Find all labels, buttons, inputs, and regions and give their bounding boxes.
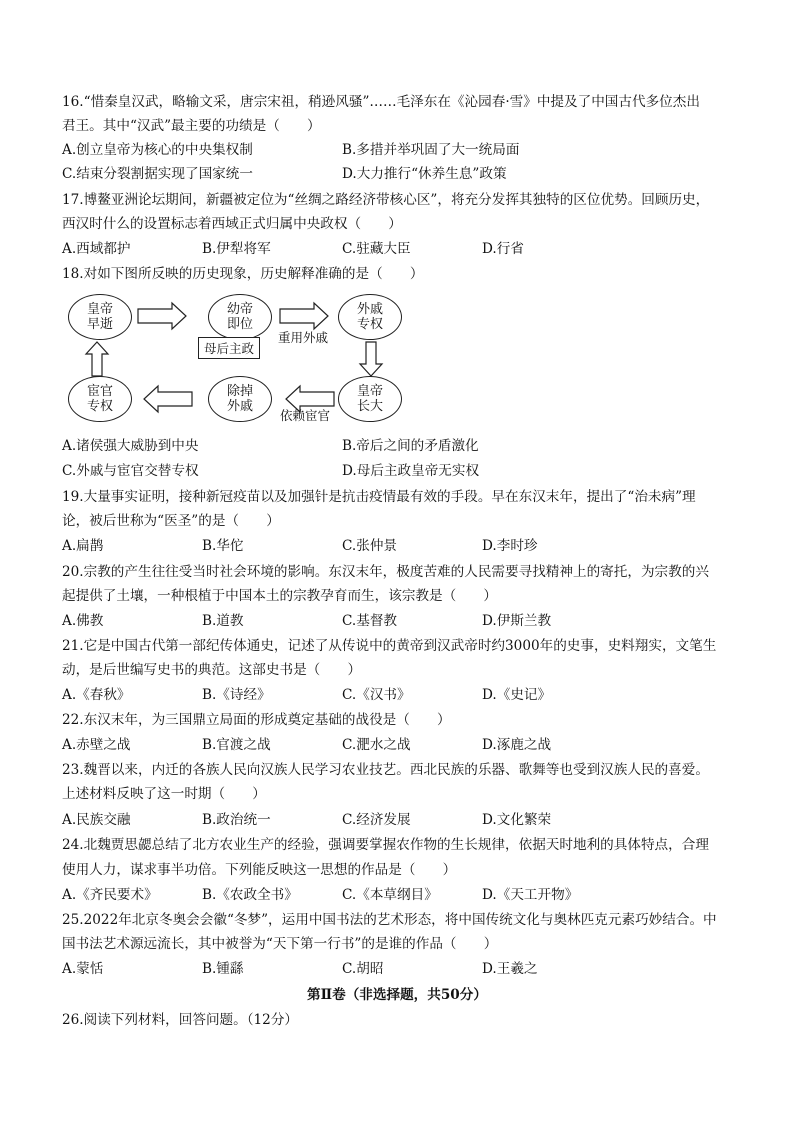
node5-line2: 外戚 [226, 399, 253, 414]
q20-option-c[interactable]: C.基督教 [342, 613, 398, 629]
q18-options-row2 [62, 461, 742, 483]
q17-stem-line1: 17.博鳌亚洲论坛期间，新疆被定位为“丝绸之路经济带核心区”，将充分发挥其独特的区位优势。回顾历史， [62, 192, 710, 208]
q22-option-b[interactable]: B.官渡之战 [202, 737, 271, 753]
arrow-6-to-1 [86, 342, 108, 376]
q24-option-b[interactable]: B.《农政全书》 [202, 887, 298, 903]
q24-option-c[interactable]: C.《本草纲目》 [342, 887, 438, 903]
node-child-emperor [208, 294, 272, 340]
q25-option-a[interactable]: A.蒙恬 [62, 961, 104, 977]
arrow-1-to-2 [138, 303, 186, 329]
q17-options [62, 239, 742, 261]
q18-option-b[interactable]: B.帝后之间的矛盾激化 [342, 438, 479, 454]
node1-line1: 皇帝 [86, 302, 113, 317]
node2-line1: 幼帝 [226, 302, 253, 317]
arrow-5-to-6 [144, 386, 192, 412]
node2-line2: 即位 [226, 317, 253, 332]
q25-options [62, 959, 742, 981]
q23-option-a[interactable]: A.民族交融 [62, 812, 131, 828]
q21-option-d[interactable]: D.《史记》 [482, 687, 552, 703]
node-emperor-grown [338, 376, 402, 422]
q20-option-b[interactable]: B.道教 [202, 613, 244, 629]
q22-option-a[interactable]: A.赤壁之战 [62, 737, 131, 753]
q20-options [62, 611, 742, 633]
q24-stem-line2: 使用人力，谋求事半功倍。下列能反映这一思想的作品是（ ） [62, 862, 457, 878]
q25-option-c[interactable]: C.胡昭 [342, 961, 384, 977]
q17-option-d[interactable]: D.行省 [482, 241, 524, 257]
q17-stem-line2: 西汉时什么的设置标志着西域正式归属中央政权（ ） [62, 216, 402, 232]
q16-option-a[interactable]: A.创立皇帝为核心的中央集权制 [62, 142, 253, 158]
arrow-2-to-3 [280, 303, 328, 329]
node-eunuch-power [68, 376, 132, 422]
q22-option-d[interactable]: D.涿鹿之战 [482, 737, 552, 753]
node6-line1: 宦官 [86, 384, 113, 399]
q25-option-b[interactable]: B.锺繇 [202, 961, 244, 977]
q21-options [62, 685, 742, 707]
q22-stem-line1: 22.东汉末年，为三国鼎立局面的形成奠定基础的战役是（ ） [62, 712, 451, 728]
node4-line2: 长大 [356, 399, 383, 414]
node4-line1: 皇帝 [356, 384, 383, 399]
q19-option-c[interactable]: C.张仲景 [342, 538, 398, 554]
q16-option-b[interactable]: B.多措并举巩固了大一统局面 [342, 142, 520, 158]
q20-option-d[interactable]: D.伊斯兰教 [482, 613, 552, 629]
q23-options [62, 810, 742, 832]
q25-stem-line2: 国书法艺术源远流长，其中被誉为“天下第一行书”的是谁的作品（ ） [62, 936, 498, 952]
q24-options [62, 885, 742, 907]
node5-line1: 除掉 [226, 384, 253, 399]
q25-stem-line1: 25.2022年北京冬奥会会徽“冬梦”，运用中国书法的艺术形态，将中国传统文化与奥林匹克元素巧妙结合。中 [62, 912, 717, 928]
node-consort-clan-power [338, 294, 402, 340]
q20-stem-line1: 20.宗教的产生往往受当时社会环境的影响。东汉末年，极度苦难的人民需要寻找精神上的寄托，为宗教的兴 [62, 564, 709, 580]
q23-option-c[interactable]: C.经济发展 [342, 812, 411, 828]
q17-option-a[interactable]: A.西域都护 [62, 241, 131, 257]
node3-line2: 专权 [356, 317, 383, 332]
node-remove-consort-clan [208, 376, 272, 422]
q18-option-d[interactable]: D.母后主政皇帝无实权 [342, 463, 480, 479]
q18-stem-line1: 18.对如下图所反映的历史现象，历史解释准确的是（ ） [62, 266, 424, 282]
q18-option-a[interactable]: A.诸侯强大威胁到中央 [62, 438, 199, 454]
q17-option-b[interactable]: B.伊犁将军 [202, 241, 271, 257]
q22-option-c[interactable]: C.淝水之战 [342, 737, 411, 753]
q25-option-d[interactable]: D.王羲之 [482, 961, 538, 977]
q19-option-b[interactable]: B.华佗 [202, 538, 244, 554]
label-rely-on-consort: 重用外戚 [278, 330, 329, 345]
q21-option-c[interactable]: C.《汉书》 [342, 687, 411, 703]
node6-line2: 专权 [86, 399, 113, 414]
q18-options [62, 436, 742, 458]
q16-stem-line1: 16.“惜秦皇汉武，略输文采，唐宗宋祖，稍逊风骚”……毛泽东在《沁园春·雪》中提及了中国古代多位杰出 [62, 94, 700, 110]
q16-options-row2 [62, 164, 742, 186]
q19-stem-line2: 论，被后世称为“医圣”的是（ ） [62, 513, 280, 529]
section-2-heading: 第Ⅱ卷（非选择题，共50分） [307, 987, 487, 1003]
q17-option-c[interactable]: C.驻藏大臣 [342, 241, 411, 257]
q21-stem-line1: 21.它是中国古代第一部纪传体通史，记述了从传说中的黄帝到汉武帝时约3000年的史事，史料翔实，文笔生 [62, 638, 717, 654]
q18-flow-diagram [62, 292, 422, 428]
q19-option-d[interactable]: D.李时珍 [482, 538, 538, 554]
node3-line1: 外戚 [356, 302, 383, 317]
q23-stem-line1: 23.魏晋以来，内迁的各族人民向汉族人民学习农业技艺。西北民族的乐器、歌舞等也受到汉族人民的喜爱。 [62, 762, 709, 778]
q26-stem-line1: 26.阅读下列材料，回答问题。（12分） [62, 1012, 299, 1028]
q23-stem-line2: 上述材料反映了这一时期（ ） [62, 786, 266, 802]
q24-option-d[interactable]: D.《天工开物》 [482, 887, 579, 903]
q23-option-b[interactable]: B.政治统一 [202, 812, 271, 828]
q19-option-a[interactable]: A.扁鹊 [62, 538, 104, 554]
label-rely-on-eunuchs: 依赖宦官 [280, 408, 331, 423]
node1-line2: 早逝 [86, 317, 113, 332]
q21-option-a[interactable]: A.《春秋》 [62, 687, 131, 703]
q16-options [62, 140, 742, 162]
q20-option-a[interactable]: A.佛教 [62, 613, 104, 629]
label-empress-dowager-regency: 母后主政 [198, 337, 260, 359]
q18-option-c[interactable]: C.外戚与宦官交替专权 [62, 463, 199, 479]
q20-stem-line2: 起提供了土壤，一种根植于中国本土的宗教孕育而生，该宗教是（ ） [62, 588, 497, 604]
q19-stem-line1: 19.大量事实证明，接种新冠疫苗以及加强针是抗击疫情最有效的手段。早在东汉末年，提出了“治未病”理 [62, 489, 696, 505]
arrow-3-to-4 [360, 342, 382, 376]
q23-option-d[interactable]: D.文化繁荣 [482, 812, 552, 828]
q19-options [62, 536, 742, 558]
q21-option-b[interactable]: B.《诗经》 [202, 687, 271, 703]
q21-stem-line2: 动，是后世编写史书的典范。这部史书是（ ） [62, 662, 362, 678]
q22-options [62, 735, 742, 757]
q16-option-d[interactable]: D.大力推行“休养生息”政策 [342, 166, 507, 182]
q24-stem-line1: 24.北魏贾思勰总结了北方农业生产的经验，强调要掌握农作物的生长规律，依据天时地利的具体特点，合理 [62, 837, 709, 853]
q16-stem-line2: 君王。其中“汉武”最主要的功绩是（ ） [62, 118, 321, 134]
node-emperor-early-death [68, 294, 132, 340]
q24-option-a[interactable]: A.《齐民要术》 [62, 887, 158, 903]
q16-option-c[interactable]: C.结束分裂割据实现了国家统一 [62, 166, 253, 182]
